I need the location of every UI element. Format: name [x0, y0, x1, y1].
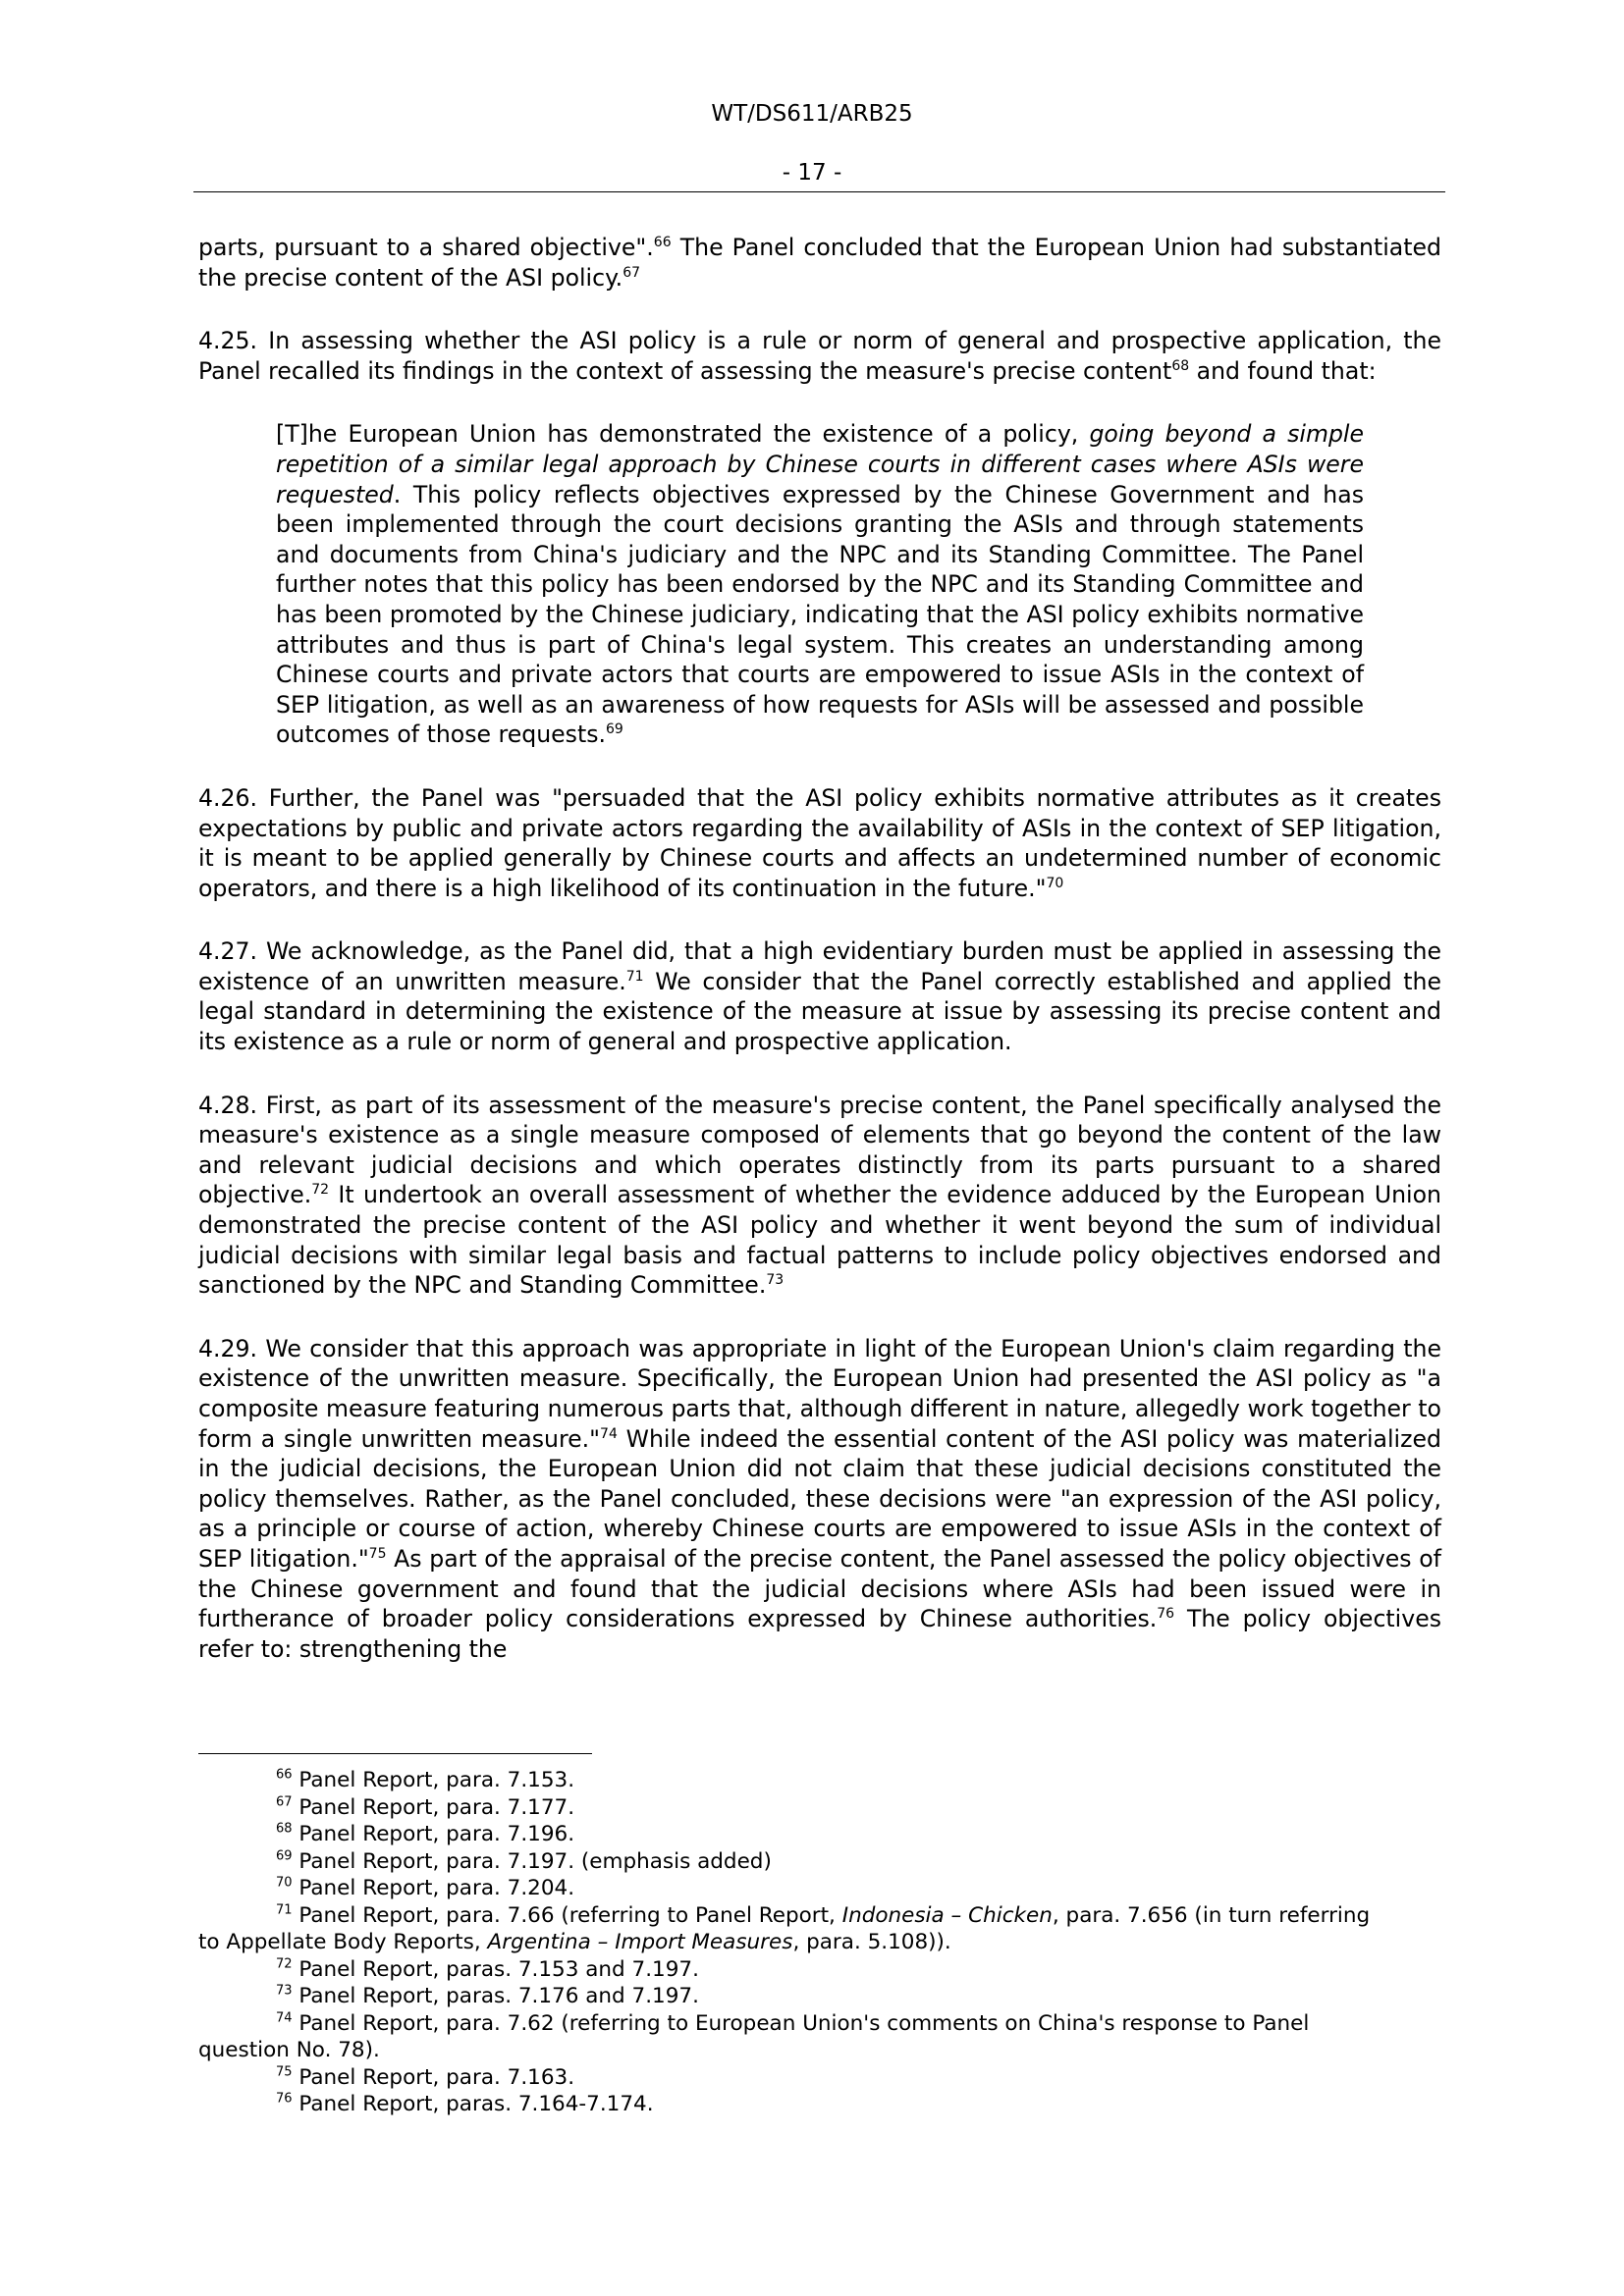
footnote: [198, 1875, 1377, 1902]
paragraph-number: 4.28.: [198, 1091, 258, 1119]
text: parts, pursuant to a shared objective".: [198, 234, 654, 261]
footnote-number: 76: [276, 2091, 293, 2107]
footnote-text: Panel Report, para. 7.204.: [292, 1876, 575, 1900]
text: It undertook an overall assessment of whether the evidence adduced by the European Union demonstrated the precise content of the ASI policy and whether it went beyond the sum of individual judicial decisions with similar legal basis and factual patterns to include policy objectives endorsed and sanctioned by the NPC and Standing Committee.: [198, 1181, 1441, 1300]
footnotes: [198, 1767, 1377, 2118]
footnote: [198, 1794, 1377, 1822]
paragraph-4-28: [198, 1091, 1441, 1301]
header-divider: [193, 191, 1445, 192]
main-text: [198, 233, 1441, 1697]
footnote-ref: 66: [653, 234, 672, 250]
text: . This policy reflects objectives expressed by the Chinese Government and has been implemented through the court decisions granting the ASIs and through statements and documents from China's judiciary and the NPC and its Standing Committee. The Panel further notes that this policy has been endorsed by the NPC and its Standing Committee and has been promoted by the Chinese judiciary, indicating that the ASI policy exhibits normative attributes and thus is part of China's legal system. This creates an understanding among Chinese courts and private actors that courts are empowered to issue ASIs in the context of SEP litigation, as well as an awareness of how requests for ASIs will be assessed and possible outcomes of those requests.: [276, 480, 1364, 749]
footnote-ref: 73: [766, 1272, 785, 1289]
footnote-text: Panel Report, para. 7.196.: [292, 1822, 575, 1846]
paragraph-4-27: [198, 936, 1441, 1056]
text: First, as part of its assessment of the measure's precise content, the Panel specifically analysed the measure's existence as a single measure composed of elements that go beyond the content of the law and relevant judicial decisions and which operates distinctly from its parts pursuant to a shared objective.: [198, 1091, 1441, 1209]
footnote: [198, 1767, 1377, 1794]
text: In assessing whether the ASI policy is a rule or norm of general and prospective application, the Panel recalled its findings in the context of assessing the measure's precise content: [198, 327, 1441, 385]
paragraph-number: 4.29.: [198, 1334, 258, 1362]
paragraph-continuation: [198, 233, 1441, 293]
footnote-number: 67: [276, 1794, 293, 1810]
emphasis-text: going beyond a simple repetition of a similar legal approach by Chinese courts in different cases where ASIs were requested: [276, 420, 1364, 508]
footnote-number: 74: [276, 2010, 293, 2026]
paragraph-number: 4.27.: [198, 937, 258, 966]
footnote-number: 69: [276, 1848, 293, 1864]
text: While indeed the essential content of the ASI policy was materialized in the judicial decisions, the European Union did not claim that these judicial decisions constituted the policy themselves. Rather, as the Panel concluded, these decisions were "an expression of the ASI policy, as a principle or course of action, whereby Chinese courts are empowered to issue ASIs in the context of SEP litigation.": [198, 1424, 1441, 1573]
footnote-number: 68: [276, 1821, 293, 1837]
text: [T]he European Union has demonstrated the existence of a policy,: [276, 420, 1090, 449]
text: We consider that the Panel correctly established and applied the legal standard in determining the existence of the measure at issue by assessing its precise content and its existence as a rule or norm of general and prospective application.: [198, 967, 1441, 1056]
footnote-number: 71: [276, 1902, 293, 1918]
paragraph-4-29: [198, 1334, 1441, 1665]
footnote-ref: 69: [606, 721, 623, 738]
footnote-ref: 68: [1171, 357, 1190, 374]
footnote-number: 70: [276, 1875, 293, 1891]
page-number: - 17 -: [782, 160, 842, 186]
case-title: Argentina – Import Measures: [487, 1930, 793, 1954]
footnote-divider: [198, 1753, 592, 1754]
footnote-text: Panel Report, para. 7.66 (referring to Panel Report,: [292, 1902, 842, 1928]
case-title: Indonesia – Chicken: [841, 1902, 1053, 1928]
footnote: [198, 2010, 1377, 2064]
text: The policy objectives refer to: strengthening the: [198, 1605, 1441, 1663]
footnote: [198, 1848, 1377, 1876]
footnote: [198, 1956, 1377, 1984]
footnote: [198, 1902, 1377, 1956]
text: We acknowledge, as the Panel did, that a high evidentiary burden must be applied in assessing the existence of an unwritten measure.: [198, 937, 1441, 995]
footnote-ref: 72: [311, 1182, 330, 1199]
footnote: [198, 2091, 1377, 2118]
text: Further, the Panel was "persuaded that the ASI policy exhibits normative attributes as it creates expectations by public and private actors regarding the availability of ASIs in the context of SEP litigation, it is meant to be applied generally by Chinese courts and affects an undetermined number of economic operators, and there is a high likelihood of its continuation in the future.": [198, 783, 1441, 902]
text: We consider that this approach was appropriate in light of the European Union's claim regarding the existence of the unwritten measure. Specifically, the European Union had presented the ASI policy as "a composite measure featuring numerous parts that, although different in nature, allegedly work together to form a single unwritten measure.": [198, 1334, 1441, 1453]
footnote-text: Panel Report, para. 7.163.: [292, 2064, 575, 2090]
footnote-text: Panel Report, paras. 7.153 and 7.197.: [292, 1956, 699, 1982]
footnote-number: 75: [276, 2064, 293, 2080]
footnote-text: Panel Report, para. 7.62 (referring to European Union's comments on China's response to Panel question No. 78).: [198, 2010, 1310, 2062]
footnote-text: Panel Report, paras. 7.176 and 7.197.: [292, 1984, 699, 2008]
text: As part of the appraisal of the precise content, the Panel assessed the policy objectives of the Chinese government and found that the judicial decisions where ASIs had been issued were in furtherance of broader policy considerations expressed by Chinese authorities.: [198, 1544, 1441, 1633]
document-symbol: WT/DS611/ARB25: [711, 101, 913, 127]
footnote: [198, 1983, 1377, 2010]
footnote-number: 72: [276, 1956, 293, 1972]
footnote-text: Panel Report, para. 7.197. (emphasis added): [292, 1848, 772, 1874]
paragraph-4-25: [198, 326, 1441, 386]
footnote-text: Panel Report, para. 7.153.: [292, 1768, 575, 1792]
paragraph-number: 4.25.: [198, 327, 258, 355]
footnote-ref: 75: [368, 1545, 387, 1562]
text: The Panel concluded that the European Union had substantiated the precise content of the ASI policy.: [198, 234, 1442, 292]
paragraph-4-26: [198, 783, 1441, 903]
footnote-number: 73: [276, 1983, 293, 1999]
footnote-ref: 71: [625, 968, 644, 985]
footnote: [198, 2064, 1377, 2092]
footnote: [198, 1821, 1377, 1848]
block-quote: [276, 419, 1364, 750]
paragraph-number: 4.26.: [198, 783, 258, 812]
footnote-ref: 74: [600, 1425, 618, 1442]
footnote-text: Panel Report, paras. 7.164-7.174.: [292, 2092, 654, 2116]
footnote-ref: 67: [623, 264, 641, 281]
footnote-ref: 76: [1157, 1606, 1175, 1623]
footnote-text: , para. 5.108)).: [792, 1930, 951, 1954]
footnote-text: , para. 7.656 (in turn referring to Appellate Body Reports,: [198, 1902, 1371, 1954]
footnote-text: Panel Report, para. 7.177.: [292, 1794, 575, 1820]
text: and found that:: [1189, 356, 1377, 385]
footnote-ref: 70: [1046, 875, 1064, 891]
footnote-number: 66: [276, 1767, 293, 1783]
